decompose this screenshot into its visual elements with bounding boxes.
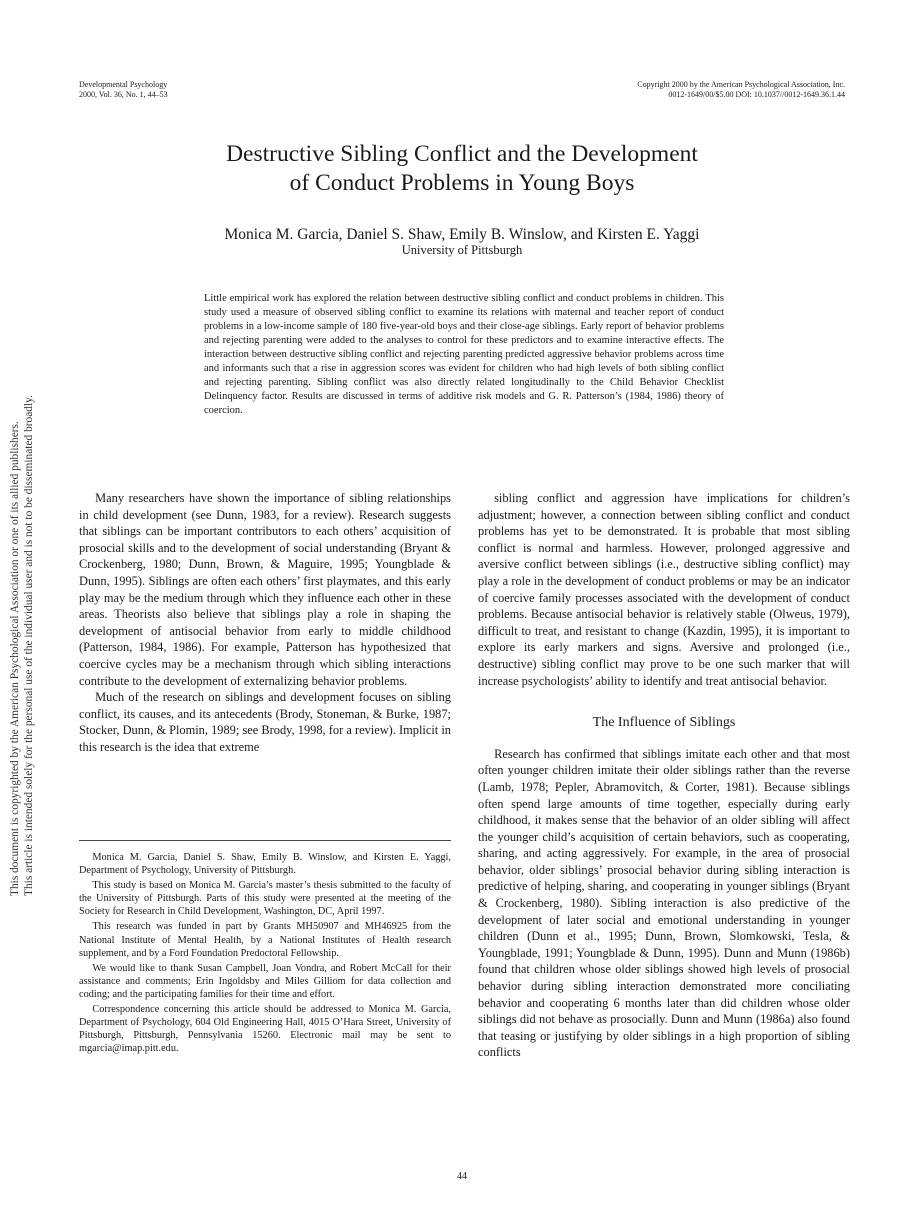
footnotes xyxy=(79,851,451,1057)
body-paragraph: Many researchers have shown the importance of sibling relationships in child development (see Dunn, 1983, for a review). Research suggests that siblings can be important contributors to each others’ acquisition of prosocial skills and to the development of social understanding (Bryant & Crockenberg, 1980; Dunn, Brown, & Maguire, 1995; Youngblade & Dunn, 1995). Siblings are often each others’ first playmates, and this early play may be the medium through which they influence each other in these areas. Theorists also believe that siblings play a role in shaping the development of antisocial behavior from early to middle childhood (Patterson, 1984, 1986). For example, Patterson has hypothesized that coercive cycles may be a mechanism through which sibling interactions contribute to the development of externalizing behavior problems. xyxy=(79,491,451,688)
right-column xyxy=(478,490,850,1061)
doi-line: 0012-1649/00/$5.00 DOI: 10.1037//0012-1649.36.1.44 xyxy=(668,89,845,99)
body-paragraph: Much of the research on siblings and development focuses on sibling conflict, its causes, and its antecedents (Brody, Stoneman, & Burke, 1987; Stocker, Dunn, & Plomin, 1989; see Brody, 1998, for a review). Implicit in this research is the idea that extreme xyxy=(79,690,451,754)
article-title xyxy=(0,140,924,198)
journal-name: Developmental Psychology xyxy=(79,80,168,89)
page-number: 44 xyxy=(457,1171,467,1182)
sidebar-line-2: This article is intended solely for the personal use of the individual user and is not to be disseminated broadly. xyxy=(23,395,35,896)
footnote-thesis: This study is based on Monica M. Garcia’s master’s thesis submitted to the faculty of the University of Pittsburgh. Parts of this study were presented at the meeting of the Society for Research in Child Development, Washington, DC, April 1997. xyxy=(79,880,451,918)
copyright-sidebar xyxy=(8,395,36,896)
sidebar-line-1: This document is copyrighted by the American Psychological Association or one of its allied publishers. xyxy=(9,421,21,896)
title-line-2: of Conduct Problems in Young Boys xyxy=(289,170,635,196)
footnote-correspondence: Correspondence concerning this article should be addressed to Monica M. Garcia, Department of Psychology, 604 Old Engineering Hall, 4015 O’Hara Street, University of Pittsburgh, Pittsburgh, Pennsylvania 15260. Electronic mail may be sent to mgarcia@imap.pitt.edu. xyxy=(79,1004,451,1055)
copyright-info xyxy=(637,80,845,99)
footnote-authors: Monica M. Garcia, Daniel S. Shaw, Emily B. Winslow, and Kirsten E. Yaggi, Department of Psychology, University of Pittsburgh. xyxy=(79,852,451,877)
body-paragraph: sibling conflict and aggression have implications for children’s adjustment; however, a connection between sibling conflict and conduct problems has yet to be demonstrated. It is probable that most sibling conflict is normal and harmless. However, prolonged aggressive and aversive conflict between siblings (i.e., destructive sibling conflict) may play a role in the development of conduct problems or may be an indicator of coercive family processes associated with the development of conduct problems. Because antisocial behavior is relatively stable (Olweus, 1979), difficult to treat, and resistant to change (Kazdin, 1995), it is important to explore its early markers and signs. Aversive and prolonged (i.e., destructive) sibling conflict may prove to be one such marker that will increase psychologists’ ability to identify and treat antisocial behavior. xyxy=(478,491,850,688)
title-line-1: Destructive Sibling Conflict and the Development xyxy=(226,141,698,167)
footnote-divider xyxy=(79,840,451,841)
copyright-notice: Copyright 2000 by the American Psychological Association, Inc. xyxy=(637,80,845,89)
authors: Monica M. Garcia, Daniel S. Shaw, Emily B. Winslow, and Kirsten E. Yaggi xyxy=(224,226,700,243)
abstract: Little empirical work has explored the relation between destructive sibling conflict and conduct problems in children. This study used a measure of observed sibling conflict to examine its relations with maternal and teacher report of conduct problems in a low-income sample of 180 five-year-old boys and their close-age siblings. Early report of behavior problems and rejecting parenting were added to the analyses to control for these predictors and to examine interactive effects. The interaction between destructive sibling conflict and rejecting parenting predicted aggressive behavior problems across time and informants such that a rise in aggression scores was evident for children who had high levels of both sibling conflict and rejecting parenting. Sibling conflict was also directly related longitudinally to the Child Behavior Checklist Delinquency factor. Results are discussed in terms of additive risk models and G. R. Patterson’s (1984, 1986) theory of coercion. xyxy=(204,293,724,416)
left-column xyxy=(79,490,451,756)
journal-volume: 2000, Vol. 36, No. 1, 44–53 xyxy=(79,89,168,99)
section-heading: The Influence of Siblings xyxy=(592,715,736,731)
journal-info xyxy=(79,80,168,99)
footnote-acknowledgments: We would like to thank Susan Campbell, Joan Vondra, and Robert McCall for their assistance and comments; Erin Ingoldsby and Miles Gilliom for data collection and coding; and the participating families for their time and effort. xyxy=(79,962,451,1000)
affiliation: University of Pittsburgh xyxy=(401,243,523,257)
footnote-funding: This research was funded in part by Grants MH50907 and MH46925 from the National Institute of Mental Health, by a National Institutes of Health research supplement, and by a Ford Foundation Predoctoral Fellowship. xyxy=(79,921,451,959)
body-paragraph: Research has confirmed that siblings imitate each other and that most often younger children imitate their older siblings rather than the reverse (Lamb, 1978; Pepler, Abramovitch, & Corter, 1981). Because siblings often spend large amounts of time together, especially during early childhood, it makes sense that the behavior of an older sibling will affect the younger child’s acquisition of certain behaviors, such as cooperating, sharing, and acting aggressively. For example, in the area of prosocial behavior, older siblings’ prosocial behavior during sibling interaction is predictive of helping, sharing, and cooperating in younger siblings (Bryant & Crockenberg, 1980). Sibling interaction is also predictive of the development of later social and emotional understanding in younger children (Dunn et al., 1995; Dunn, Brown, Slomkowski, Tesla, & Youngblade, 1991; Youngblade & Dunn, 1995). Dunn and Munn (1986b) found that children whose older siblings showed high levels of prosocial behavior during sibling interaction demonstrated more conciliating behavior and cooperating 6 months later than did children whose older siblings did not behave as prosocially. Dunn and Munn (1986a) also found that teasing or justifying by older siblings in a high proportion of sibling conflicts xyxy=(478,746,850,1060)
